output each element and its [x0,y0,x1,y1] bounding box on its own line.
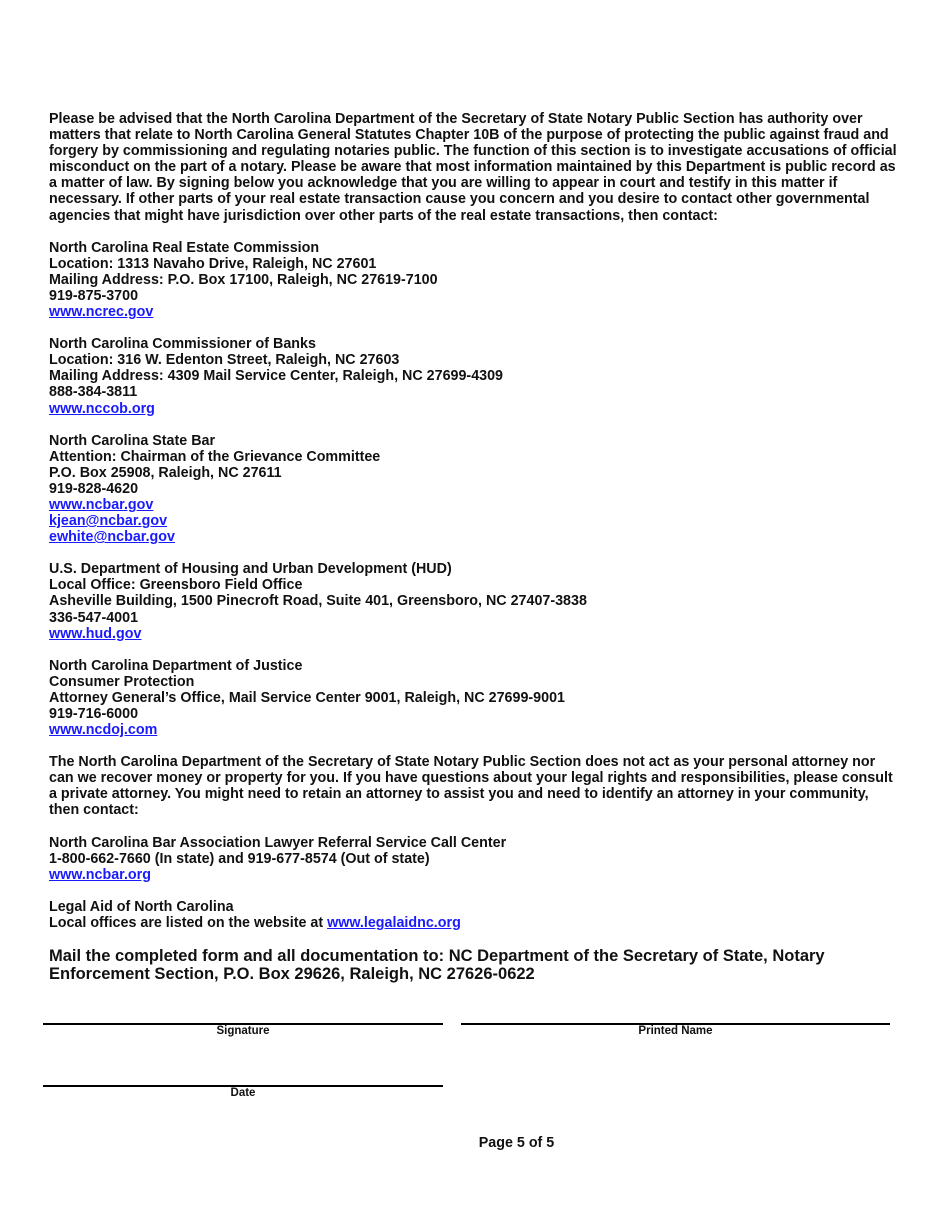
contact-email-link[interactable]: kjean@ncbar.gov [49,513,168,530]
contact-detail: 888-384-3811 [49,384,138,401]
contact-detail: Consumer Protection [49,673,195,690]
contact-website-link[interactable]: www.ncbar.gov [49,496,154,513]
contact-detail: Location: 1313 Navaho Drive, Raleigh, NC 27601 [49,255,377,272]
legal-aid-contact [49,899,899,931]
contact-detail: Attention: Chairman of the Grievance Committee [49,448,381,465]
contact-website-link[interactable]: www.ncdoj.com [49,722,158,739]
legal-aid-link[interactable]: www.legalaidnc.org [327,914,461,931]
contact-email-link[interactable]: ewhite@ncbar.gov [49,529,175,546]
contact-name: North Carolina State Bar [49,432,216,449]
contact-name: North Carolina Real Estate Commission [49,239,320,256]
bar-association-link[interactable]: www.ncbar.org [49,866,151,883]
contact-detail: Attorney General’s Office, Mail Service Center 9001, Raleigh, NC 27699-9001 [49,689,565,706]
contact-website-link[interactable]: www.hud.gov [49,625,142,642]
contact-block [49,561,899,641]
contact-detail: Location: 316 W. Edenton Street, Raleigh, NC 27603 [49,352,400,369]
signature-label: Signature [216,1025,270,1037]
printed-name-label: Printed Name [638,1025,713,1037]
contact-detail: 919-716-6000 [49,706,139,722]
contact-website-link[interactable]: www.ncrec.gov [49,304,154,321]
intro-paragraph: Please be advised that the North Carolina Department of the Secretary of State Notary Public Section has authority over matters that relate to North Carolina General Statutes Chapter 10B of the purpose of protecting the public against fraud and forgery by commissioning and regulating notaries public. The function of this section is to investigate accusations of official misconduct on the part of a notary. Please be aware that most information maintained by this Department is public record as a matter of law. By signing below you acknowledge that you are willing to appear in court and testify in this matter if necessary. If other parts of your real estate transaction cause you concern and you desire to contact other governmental agencies that might have jurisdiction over other parts of the real estate transactions, then contact: [49,111,897,224]
contact-block [49,336,899,416]
contact-website-link[interactable]: www.nccob.org [49,400,155,417]
contact-list [49,240,899,739]
legal-aid-description: Local offices are listed on the website at [49,914,328,931]
contact-name: North Carolina Commissioner of Banks [49,336,316,353]
document-body [49,111,899,983]
date-label: Date [230,1087,256,1099]
contact-detail: 336-547-4001 [49,609,139,626]
contact-detail: 919-875-3700 [49,287,139,304]
contact-name: U.S. Department of Housing and Urban Development (HUD) [49,561,452,578]
legal-aid-title: Legal Aid of North Carolina [49,898,234,915]
contact-block [49,433,899,546]
contact-block [49,658,899,738]
bar-association-phone: 1-800-662-7660 (In state) and 919-677-8574 (Out of state) [49,850,430,867]
bar-association-name: North Carolina Bar Association Lawyer Referral Service Call Center [49,834,507,851]
contact-block [49,240,899,320]
bar-association-contact [49,835,899,883]
contact-detail: P.O. Box 25908, Raleigh, NC 27611 [49,464,282,481]
legal-aid-text [49,915,899,931]
contact-detail: Mailing Address: 4309 Mail Service Center, Raleigh, NC 27699-4309 [49,368,503,385]
mail-instructions: Mail the completed form and all documentation to: NC Department of the Secretary of State, Notary Enforcement Section, P.O. Box 29626, Raleigh, NC 27626-0622 [49,947,825,984]
disclaimer-paragraph: The North Carolina Department of the Secretary of State Notary Public Section does not act as your personal attorney nor can we recover money or property for you. If you have questions about your legal rights and responsibilities, please consult a private attorney. You might need to retain an attorney to assist you and need to identify an attorney in your community, then contact: [49,754,893,819]
contact-detail: Asheville Building, 1500 Pinecroft Road, Suite 401, Greensboro, NC 27407-3838 [49,593,587,610]
contact-detail: Local Office: Greensboro Field Office [49,577,303,594]
contact-detail: Mailing Address: P.O. Box 17100, Raleigh, NC 27619-7100 [49,271,438,288]
page-number: Page 5 of 5 [478,1135,555,1151]
contact-name: North Carolina Department of Justice [49,657,303,674]
contact-detail: 919-828-4620 [49,480,139,497]
